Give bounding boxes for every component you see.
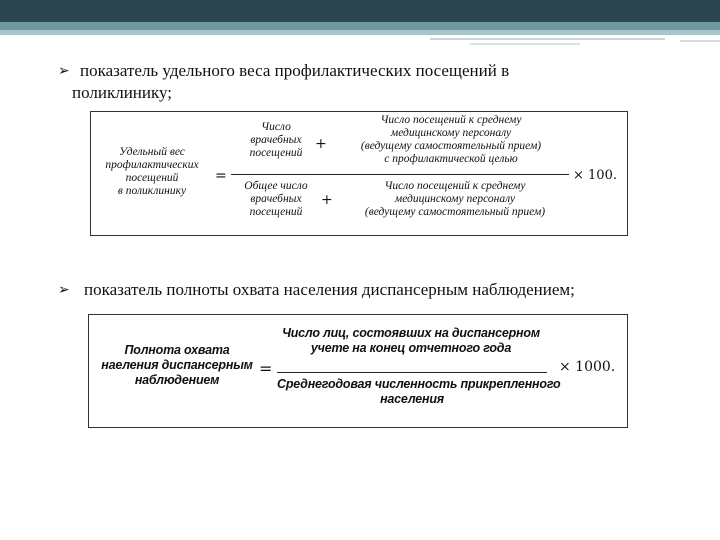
fraction-bar <box>277 372 547 373</box>
term-line: Среднегодовая численность прикрепленного <box>277 377 561 391</box>
formula-lhs-line: Полнота охвата <box>124 343 230 357</box>
formula-lhs-line: наблюдением <box>134 373 220 387</box>
formula-lhs-line: в поликлинику <box>117 185 187 197</box>
formula-lhs-line: наеления диспансерным <box>101 358 253 372</box>
term-line: (ведущему самостоятельный прием) <box>364 206 546 218</box>
numerator <box>277 326 545 356</box>
term-line: с профилактической целью <box>384 153 518 165</box>
bullet-text-line: показатель удельного веса профилактических посещений в <box>80 61 510 80</box>
bullet-text-line: показатель полноты охвата населения диспансерным наблюдением; <box>84 280 575 299</box>
term-line: Общее число <box>244 180 308 192</box>
term-line: Число <box>261 121 291 133</box>
plus-sign: + <box>315 136 327 152</box>
bullet-point-1 <box>58 60 698 106</box>
header-band <box>0 22 720 30</box>
arrow-bullet-icon: ➢ <box>58 282 70 298</box>
numerator-term-2 <box>331 114 571 166</box>
formula-lhs <box>91 146 213 198</box>
numerator-term-1 <box>231 121 321 160</box>
formula-box-2 <box>88 314 628 428</box>
term-line: учете на конец отчетного года <box>310 341 512 355</box>
equals-sign: = <box>215 168 227 184</box>
equals-sign: = <box>259 359 273 378</box>
bullet-point-2 <box>58 279 708 303</box>
term-line: посещений <box>249 147 303 159</box>
fraction-bar <box>231 174 569 175</box>
multiplier: × 1000. <box>559 359 616 375</box>
accent-line <box>680 40 720 42</box>
denominator <box>277 377 561 407</box>
arrow-bullet-icon: ➢ <box>58 63 70 79</box>
term-line: (ведущему самостоятельный прием) <box>360 140 542 152</box>
term-line: медицинскому персоналу <box>390 127 512 139</box>
term-line: посещений <box>249 206 303 218</box>
term-line: Число посещений к среднему <box>384 180 526 192</box>
bullet-text-line: поликлинику; <box>72 83 173 102</box>
header-band-light <box>0 30 720 35</box>
formula-lhs <box>93 343 261 388</box>
formula-lhs-line: профилактических <box>105 159 199 171</box>
accent-line <box>430 38 665 40</box>
plus-sign: + <box>321 192 333 208</box>
formula-box-1 <box>90 111 628 236</box>
term-line: Число посещений к среднему <box>380 114 522 126</box>
term-line: Число лиц, состоявших на диспансерном <box>282 326 540 340</box>
term-line: населения <box>380 392 444 406</box>
header-bar <box>0 0 720 22</box>
formula-lhs-line: посещений <box>125 172 179 184</box>
formula-lhs-line: Удельный вес <box>119 146 185 158</box>
denominator-term-1 <box>231 180 321 219</box>
term-line: врачебных <box>250 193 302 205</box>
accent-line <box>470 43 580 45</box>
denominator-term-2 <box>335 180 575 219</box>
multiplier: × 100. <box>573 168 617 183</box>
term-line: врачебных <box>250 134 302 146</box>
term-line: медицинскому персоналу <box>394 193 516 205</box>
